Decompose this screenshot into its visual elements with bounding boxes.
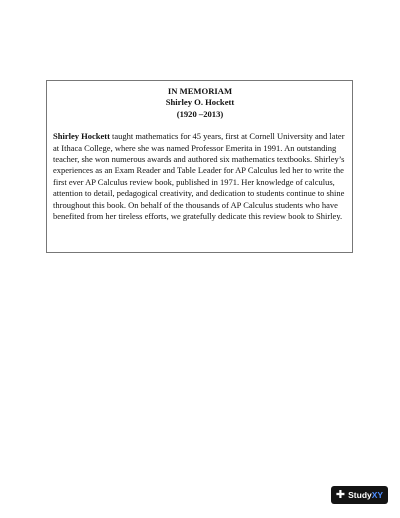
memoriam-heading: IN MEMORIAM bbox=[167, 86, 233, 96]
memoriam-body-text: taught mathematics for 45 years, first at Cornell University and later at Ithaca College, where she was named Professor Emerita in 1991. An outstanding teacher, she won numerous awards and authored six mathematics textbooks. Shirley’s experiences as an Exam Reader and Table Leader for AP Calculus led her to write the first ever AP Calculus review book, published in 1971. Her knowledge of calculus, attention to detail, pedagogical creativity, and dedication to students continue to shine throughout this book. On behalf of the thousands of AP Calculus students who have benefited from her tireless efforts, we gratefully dedicate this review book to Shirley. bbox=[53, 131, 345, 222]
brand-name-main: Study bbox=[348, 490, 372, 500]
memoriam-dates: (1920 –2013) bbox=[176, 108, 224, 119]
memoriam-box bbox=[46, 80, 353, 253]
brand-name-accent: XY bbox=[371, 490, 384, 500]
memoriam-paragraph bbox=[53, 131, 347, 222]
plus-icon: ✚ bbox=[335, 488, 346, 501]
memoriam-name: Shirley O. Hockett bbox=[165, 97, 235, 108]
memoriam-body-name: Shirley Hockett bbox=[53, 131, 110, 142]
studyxy-badge[interactable] bbox=[331, 486, 388, 504]
